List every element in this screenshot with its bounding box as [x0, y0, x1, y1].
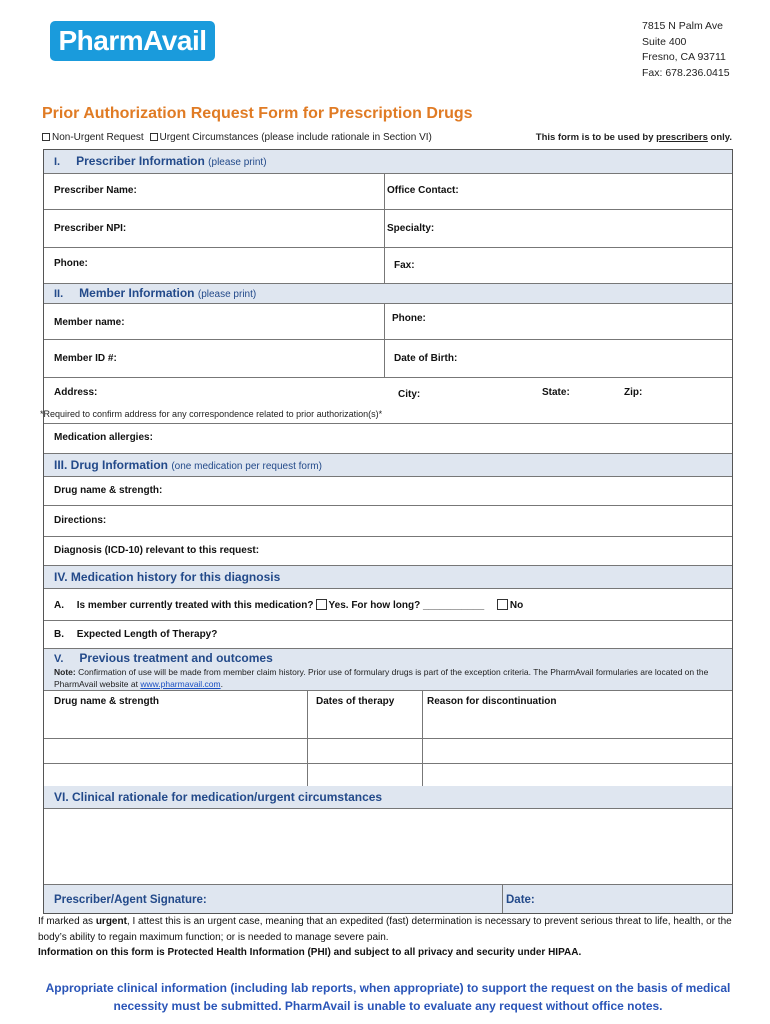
medication-allergies-field[interactable]: Medication allergies:: [54, 432, 153, 443]
section-5-title-wrap: [44, 651, 273, 667]
prescriber-npi-field[interactable]: Prescriber NPI:: [54, 223, 127, 234]
state-field[interactable]: State:: [542, 387, 570, 398]
note-suffix: only.: [710, 132, 732, 143]
drug-name-row: [44, 477, 732, 506]
address-required-note: *Required to confirm address for any correspondence related to prior authorization(s)*: [40, 409, 383, 419]
currently-treated-question: [54, 599, 523, 611]
urgency-options: [42, 132, 432, 143]
date-of-birth-field[interactable]: Date of Birth:: [394, 353, 458, 364]
clinical-rationale-area[interactable]: [44, 809, 732, 885]
therapy-length-question[interactable]: [54, 629, 217, 640]
no-checkbox[interactable]: [497, 599, 508, 610]
pharmavail-logo: PharmAvail: [50, 21, 215, 61]
section-2-title: Member Information: [79, 286, 195, 300]
address-field[interactable]: Address:: [54, 387, 98, 398]
section-3-subtitle: (one medication per request form): [171, 461, 322, 472]
question-b-number: B.: [54, 629, 64, 640]
col-drug-name: Drug name & strength: [54, 696, 160, 707]
therapy-length-row: [44, 621, 732, 649]
closing-notice: Appropriate clinical information (including lab reports, when appropriate) to support the request on the basis of medical necessity must be submitted. PharmAvail is unable to evaluate any request without office notes.: [45, 981, 731, 1013]
urgent-attestation: [38, 914, 738, 961]
treatment-row-1[interactable]: [44, 739, 732, 764]
address-city: Fresno, CA 93711: [642, 51, 726, 63]
section-5-header: [44, 649, 732, 691]
non-urgent-label: Non-Urgent Request: [52, 132, 144, 143]
currently-treated-row: [44, 589, 732, 621]
prescriber-phone-row: [44, 248, 732, 284]
address-suite: Suite 400: [642, 35, 687, 48]
col-reason: Reason for discontinuation: [427, 696, 557, 707]
treatment-col-divider-1: [307, 691, 308, 790]
allergies-row: [44, 424, 732, 454]
treatment-table-header: [44, 691, 732, 739]
prescriber-divider: [384, 174, 385, 284]
prescriber-only-note: [536, 132, 732, 143]
form-title: Prior Authorization Request Form for Prescription Drugs: [42, 105, 473, 122]
address-fax: Fax: 678.236.0415: [642, 66, 730, 79]
pharmavail-website-link[interactable]: www.pharmavail.com: [140, 679, 221, 689]
prescriber-name-row: [44, 174, 732, 210]
signature-row: [44, 885, 732, 913]
member-id-field[interactable]: Member ID #:: [54, 353, 117, 364]
section-6-title: VI. Clinical rationale for medication/urgent circumstances: [54, 790, 383, 804]
question-a-text: Is member currently treated with this medication?: [76, 600, 314, 611]
signature-divider: [502, 885, 503, 913]
city-field[interactable]: City:: [398, 389, 421, 400]
specialty-field[interactable]: Specialty:: [387, 223, 435, 234]
office-contact-field[interactable]: Office Contact:: [387, 185, 459, 196]
section-3-title: III. Drug Information: [54, 458, 168, 472]
note-text: Confirmation of use will be made from member claim history. Prior use of formulary drugs is part of the exception criteria. The PharmAvail formularies are located on the PharmAvail website at: [54, 667, 709, 689]
phi-notice: Information on this form is Protected Health Information (PHI) and subject to all privacy and security under HIPAA.: [38, 947, 582, 958]
section-1-header: [44, 150, 732, 174]
section-2-number: II.: [54, 288, 64, 300]
section-1-title: Prescriber Information: [76, 154, 205, 168]
member-name-row: [44, 304, 732, 340]
section-5-note: Note: Confirmation of use will be made from member claim history. Prior use of formulary drugs is part of the exception criteria. The PharmAvail formularies are located on the PharmAvail website at www.pharmavail.com.: [54, 667, 709, 689]
diagnosis-row: [44, 537, 732, 566]
urgent-checkbox[interactable]: [150, 133, 158, 141]
note-label: Note:: [54, 667, 76, 677]
urgent-label: Urgent Circumstances (please include rationale in Section VI): [159, 132, 432, 143]
section-4-header: [44, 566, 732, 589]
zip-field[interactable]: Zip:: [624, 387, 643, 398]
diagnosis-field[interactable]: Diagnosis (ICD-10) relevant to this request:: [54, 545, 260, 556]
member-id-row: [44, 340, 732, 378]
col-dates-of-therapy: Dates of therapy: [316, 696, 395, 707]
drug-name-field[interactable]: Drug name & strength:: [54, 485, 163, 496]
note-prefix: This form is to be used by: [535, 132, 654, 143]
date-field[interactable]: Date:: [506, 894, 535, 906]
section-1-number: I.: [54, 156, 61, 168]
question-b-text: Expected Length of Therapy?: [76, 629, 218, 640]
treatment-col-divider-2: [422, 691, 423, 790]
contact-address: [642, 19, 730, 81]
section-1-subtitle: (please print): [208, 157, 267, 168]
member-phone-field[interactable]: Phone:: [392, 313, 426, 324]
directions-row: [44, 506, 732, 537]
yes-label: Yes. For how long? ___________: [328, 600, 485, 611]
directions-field[interactable]: Directions:: [54, 515, 107, 526]
section-4-title: IV. Medication history for this diagnosis: [54, 570, 281, 584]
note-prescribers: prescribers: [656, 132, 708, 143]
section-5-title: Previous treatment and outcomes: [79, 651, 273, 665]
prescriber-npi-row: [44, 210, 732, 248]
prescriber-name-field[interactable]: Prescriber Name:: [54, 185, 137, 196]
signature-label-wrap: [44, 892, 207, 906]
non-urgent-checkbox[interactable]: [42, 133, 50, 141]
no-label: No: [509, 600, 524, 611]
address-street: 7815 N Palm Ave: [642, 20, 723, 32]
prescriber-phone-field[interactable]: Phone:: [54, 258, 88, 269]
authorization-form: [40, 149, 733, 914]
attest-urgent: urgent: [95, 916, 127, 927]
section-3-header: [44, 454, 732, 477]
member-address-row: [40, 378, 732, 424]
section-6-header: [44, 786, 732, 809]
prescriber-fax-field[interactable]: Fax:: [394, 260, 415, 271]
member-divider: [384, 304, 385, 378]
section-2-subtitle: (please print): [197, 289, 257, 300]
question-a-number: A.: [54, 600, 64, 611]
section-5-number: V.: [54, 653, 64, 665]
member-name-field[interactable]: Member name:: [54, 317, 125, 328]
yes-checkbox[interactable]: [316, 599, 327, 610]
attest-text: , I attest this is an urgent case, meaning that an expedited (fast) determination is necessary to prevent serious threat to life, health, or the body’s ability to regain maximum function; or is needed to manage severe pain.: [38, 916, 732, 943]
attest-lead: If marked as: [38, 916, 94, 927]
signature-field[interactable]: Prescriber/Agent Signature:: [54, 894, 207, 906]
section-2-header: [44, 284, 732, 304]
